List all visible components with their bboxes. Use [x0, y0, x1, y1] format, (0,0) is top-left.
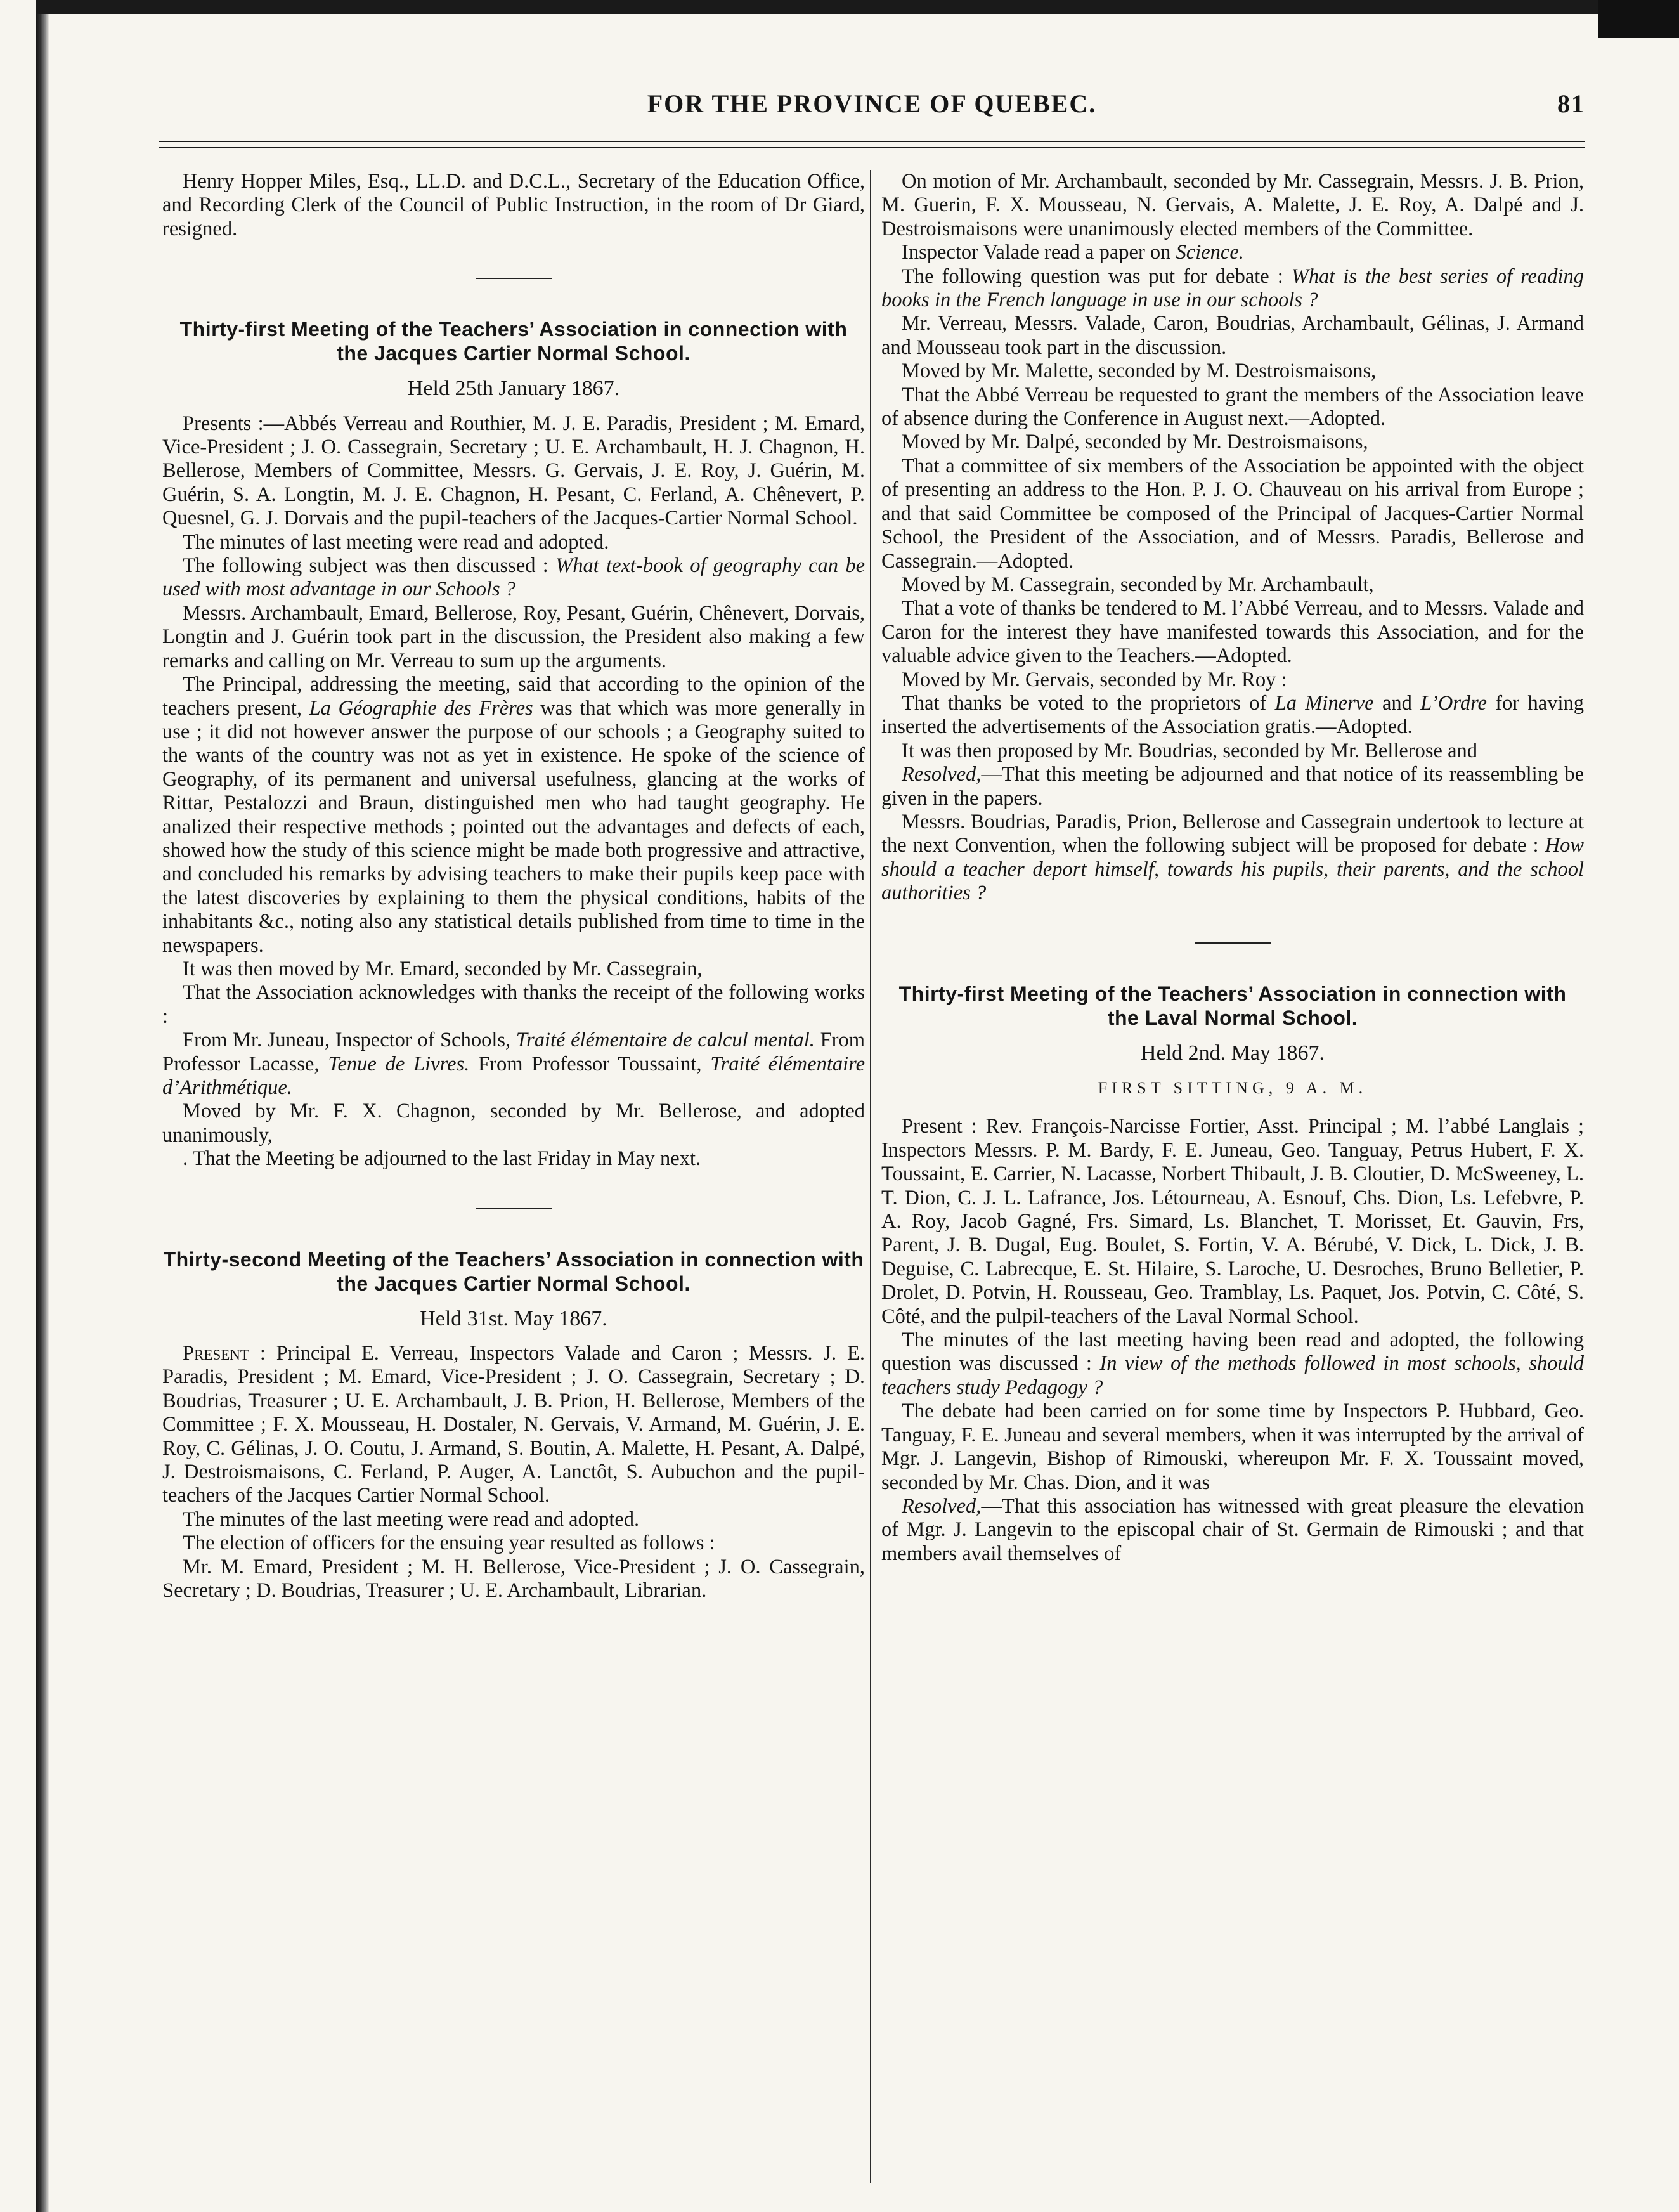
principal-book-title: La Géographie des Frères [309, 696, 533, 720]
pedagogy-question: In view of the methods followed in most schools, should teachers study Pedagogy ? [881, 1352, 1584, 1399]
section-heading-32nd-jacques-cartier: Thirty-second Meeting of the Teachers’ Association in connection with the Jacques Cartier Normal School. [163, 1247, 864, 1295]
debate-question-paragraph [881, 265, 1584, 313]
motion-paragraph-2: Moved by Mr. F. X. Chagnon, seconded by Mr. Bellerose, and adopted unanimously, [162, 1100, 865, 1147]
minutes-paragraph [881, 1329, 1584, 1400]
committee-election-paragraph: On motion of Mr. Archambault, seconded by Mr. Cassegrain, Messrs. J. B. Prion, M. Guerin, F. X. Mousseau, N. Gervais, A. Malette, J. E. Roy, A. Dalpé and J. Destroismaisons were unanimously elected members of the Committee. [881, 170, 1584, 240]
debate-intro: The following question was put for debate : [902, 264, 1292, 288]
subject-paragraph [162, 554, 865, 602]
works-text-2: From Professor Lacasse, [162, 1029, 865, 1076]
appointment-paragraph: Henry Hopper Miles, Esq., LL.D. and D.C.L., Secretary of the Education Office, and Recording Clerk of the Council of Public Instruction, in the room of Dr Giard, resigned. [162, 170, 865, 240]
minutes-text: The minutes of the last meeting having been read and adopted, the following question was discussed : [881, 1329, 1584, 1376]
works-title-3: Traité élémentaire d’Arithmétique. [162, 1052, 865, 1099]
debate-paragraph: The debate had been carried on for some time by Inspectors P. Hubbard, Geo. Tanguay, F. E. Juneau and several members, when it was interrupted by the arrival of Mgr. J. Langevin, Bishop of Rimouski, whereupon Mr. F. X. Toussaint moved, seconded by Mr. Chas. Dion, and it was [881, 1400, 1584, 1494]
resolution-text: —That this meeting be adjourned and that notice of its reassembling be given in the papers. [881, 763, 1584, 810]
principal-text-a: The Principal, addressing the meeting, said that according to the opinion of the teachers present, [162, 673, 865, 720]
lecture-question: How should a teacher deport himself, towards his pupils, their parents, and the school authorities ? [881, 834, 1584, 905]
thanks-text-b: and [1373, 691, 1421, 715]
minutes-paragraph: The minutes of the last meeting were read and adopted. [183, 1507, 640, 1531]
resolved-label: Resolved, [902, 1494, 982, 1518]
works-text-1: From Mr. Juneau, Inspector of Schools, [183, 1029, 516, 1052]
principal-address-paragraph [162, 673, 865, 958]
attendance-paragraph [162, 1342, 865, 1508]
officers-paragraph: Mr. M. Emard, President ; M. H. Bellerose, Vice-President ; J. O. Cassegrain, Secretary ; D. Boudrias, Treasurer ; U. E. Archambault, Librarian. [162, 1555, 865, 1603]
discussion-paragraph: Messrs. Archambault, Emard, Bellerose, Roy, Pesant, Guérin, Chênevert, Dorvais, Longtin and J. Guérin took part in the discussion, the President also making a few remarks and calling on Mr. Verreau to sum up the arguments. [162, 601, 865, 672]
paper-reading-text: Inspector Valade read a paper on [902, 241, 1176, 264]
section-heading-31st-jacques-cartier: Thirty-first Meeting of the Teachers’ Association in connection with the Jacques Cartier Normal School. [179, 318, 848, 365]
section-separator [476, 278, 552, 279]
minutes-paragraph: The minutes of last meeting were read and adopted. [183, 530, 609, 554]
debate-participants-paragraph: Mr. Verreau, Messrs. Valade, Caron, Boudrias, Archambault, Gélinas, J. Armand and Mousseau took part in the discussion. [881, 312, 1584, 359]
scan-top-shadow [36, 0, 1679, 14]
vote-of-thanks-paragraph: That a vote of thanks be tendered to M. l’Abbé Verreau, and to Messrs. Valade and Caron for the interest they have manifested towards this Association, and for the valuable advice given to the Teachers.—Adopted. [881, 597, 1584, 668]
newspaper-thanks-paragraph [881, 692, 1584, 739]
lecture-paragraph [881, 810, 1584, 906]
present-list: : Principal E. Verreau, Inspectors Valade and Caron ; Messrs. J. E. Paradis, President ; M. Emard, Vice-President ; J. O. Cassegrain, Secretary ; D. Boudrias, Treasurer ; U. E. Archambault, J. B. Prion, H. Bellerose, Members of the Committee ; F. X. Mousseau, H. Dostaler, N. Gervais, V. Armand, M. Guérin, J. E. Roy, C. Gélinas, J. O. Coutu, J. Armand, S. Boutin, A. Malette, H. Pesant, A. Dalpé, J. Destroismaisons, C. Ferland, P. Auger, A. Lanctôt, S. Aubuchon and the pupil-teachers of the Jacques Cartier Normal School. [162, 1342, 865, 1507]
right-column [881, 170, 1584, 1566]
section-separator [1195, 942, 1271, 944]
subject-intro: The following subject was then discussed : [183, 554, 556, 578]
header-rule-double [159, 147, 1585, 148]
motion-paragraph: It was then moved by Mr. Emard, seconded by Mr. Cassegrain, [183, 957, 703, 980]
meeting-date: Held 25th January 1867. [407, 377, 620, 401]
motion-paragraph: Moved by Mr. Dalpé, seconded by Mr. Destroismaisons, [902, 431, 1368, 454]
address-committee-paragraph: That a committee of six members of the Association be appointed with the object of presenting an address to the Hon. P. J. O. Chauveau on his arrival from Europe ; and that said Committee be composed of the Principal of Jacques-Cartier Normal School, the President of the Association, and of Messrs. Paradis, Bellerose and Cassegrain.—Adopted. [881, 454, 1584, 573]
thanks-text-c: for having inserted the advertisements of the Association gratis.—Adopted. [881, 691, 1584, 739]
section-heading-31st-laval: Thirty-first Meeting of the Teachers’ Association in connection with the Laval Normal School. [898, 982, 1567, 1029]
motion-paragraph: Moved by Mr. Malette, seconded by M. Destroismaisons, [902, 360, 1377, 383]
lecture-text: Messrs. Boudrias, Paradis, Prion, Bellerose and Cassegrain undertook to lecture at the next Convention, when the following subject will be proposed for debate : [881, 810, 1584, 857]
scan-corner-shadow [1598, 0, 1679, 38]
running-head [159, 89, 1585, 133]
resolution-paragraph [881, 1495, 1584, 1566]
resolution-text: —That this association has witnessed with great pleasure the elevation of Mgr. J. Langevin to the episcopal chair of St. Germain de Rimouski ; and that members avail themselves of [881, 1494, 1584, 1565]
debate-question: What is the best series of reading books in the French language in use in our schools ? [881, 264, 1585, 312]
column-divider [870, 170, 871, 2183]
resolution-paragraph [881, 763, 1584, 810]
motion-paragraph: Moved by M. Cassegrain, seconded by Mr. Archambault, [902, 573, 1374, 596]
meeting-date: Held 2nd. May 1867. [1141, 1041, 1325, 1065]
attendance-paragraph: Presents :—Abbés Verreau and Routhier, M. J. E. Paradis, President ; M. Emard, Vice-President ; J. O. Cassegrain, Secretary ; U. E. Archambault, H. J. Chagnon, H. Bellerose, Members of Committee, Messrs. G. Gervais, J. E. Roy, J. Guérin, M. Guérin, S. A. Longtin, M. J. E. Chagnon, H. Pesant, C. Ferland, A. Chênevert, P. Quesnel, G. J. Dorvais and the pupil-teachers of the Jacques-Cartier Normal School. [162, 412, 865, 530]
attendance-paragraph: Present : Rev. François-Narcisse Fortier, Asst. Principal ; M. l’abbé Langlais ; Inspectors Messrs. P. M. Bardy, F. E. Juneau, Geo. Tanguay, Petrus Hubert, F. X. Toussaint, E. Carrier, N. Lacasse, Norbert Thibault, J. B. Cloutier, D. McSweeney, L. T. Dion, C. J. L. Lafrance, Jos. Létourneau, A. Esnouf, Chs. Dion, Ls. Lefebvre, P. A. Roy, Jacob Gagné, Frs. Simard, Ls. Blanchet, T. Morisset, Et. Gauvin, Frs, Parent, J. B. Dugal, Eug. Boulet, S. Fortin, V. A. Bérubé, V. Dick, L. Dick, J. B. Deguise, C. Labrecque, E. St. Hilaire, S. Laroche, U. Desroches, Bruno Belletier, P. Drolet, D. Potvin, H. Rousseau, Geo. Tramblay, Ls. Paquet, Jos. Potvin, C. Côté, S. Côté, and the pulpil-teachers of the Laval Normal School. [881, 1115, 1584, 1328]
proposal-paragraph: It was then proposed by Mr. Boudrias, seconded by Mr. Bellerose and [902, 739, 1478, 762]
meeting-date: Held 31st. May 1867. [420, 1306, 607, 1330]
adjournment-paragraph: . That the Meeting be adjourned to the last Friday in May next. [183, 1147, 701, 1171]
section-separator [476, 1208, 552, 1209]
works-title-2: Tenue de Livres. [328, 1052, 470, 1076]
paper-topic: Science. [1176, 241, 1244, 264]
page-number: 81 [1557, 89, 1585, 118]
paper-reading-paragraph [881, 241, 1584, 264]
running-title: FOR THE PROVINCE OF QUEBEC. [647, 89, 1097, 118]
thanks-text-a: That thanks be voted to the proprietors of [902, 691, 1275, 715]
newspaper-name-2: L’Ordre [1420, 691, 1487, 715]
motion-paragraph: Moved by Mr. Gervais, seconded by Mr. Roy : [902, 668, 1287, 691]
works-paragraph [162, 1029, 865, 1100]
works-text-3: From Professor Toussaint, [469, 1052, 711, 1076]
principal-text-b: was that which was more generally in use ; it did not however answer the purpose of our schools ; a Geography suited to the wants of the country was not as yet in existence. He spoke of the science of Geography, of its permanent and universal usefulness, glancing at the works of Rittar, Pestalozzi and Braun, distinguished men who had taught geography. He analized their respective methods ; pointed out the advantages and defects of each, showed how the study of this science might be made both progressive and attractive, and concluded his remarks by advising teachers to make their pupils keep pace with the latest discoveries by explaining to them the physical conditions, habits of the inhabitants &c., noting also any statistical details published from time to time in the newspapers. [162, 696, 865, 957]
works-title-1: Traité élémentaire de calcul mental. [515, 1029, 815, 1052]
subject-question: What text-book of geography can be used with most advantage in our Schools ? [162, 554, 865, 601]
election-paragraph: The election of officers for the ensuing year resulted as follows : [183, 1532, 715, 1555]
sitting-label: FIRST SITTING, 9 A. M. [1098, 1079, 1368, 1097]
header-rule [159, 141, 1585, 142]
leave-resolution-paragraph: That the Abbé Verreau be requested to grant the members of the Association leave of absence during the Conference in August next.—Adopted. [881, 383, 1584, 431]
present-label: Present [183, 1342, 249, 1365]
newspaper-name-1: La Minerve [1274, 691, 1374, 715]
acknowledgement-paragraph: That the Association acknowledges with thanks the receipt of the following works : [162, 981, 865, 1028]
scan-edge-shadow [36, 0, 49, 2212]
left-column [162, 170, 865, 1603]
resolved-label: Resolved, [902, 763, 982, 786]
